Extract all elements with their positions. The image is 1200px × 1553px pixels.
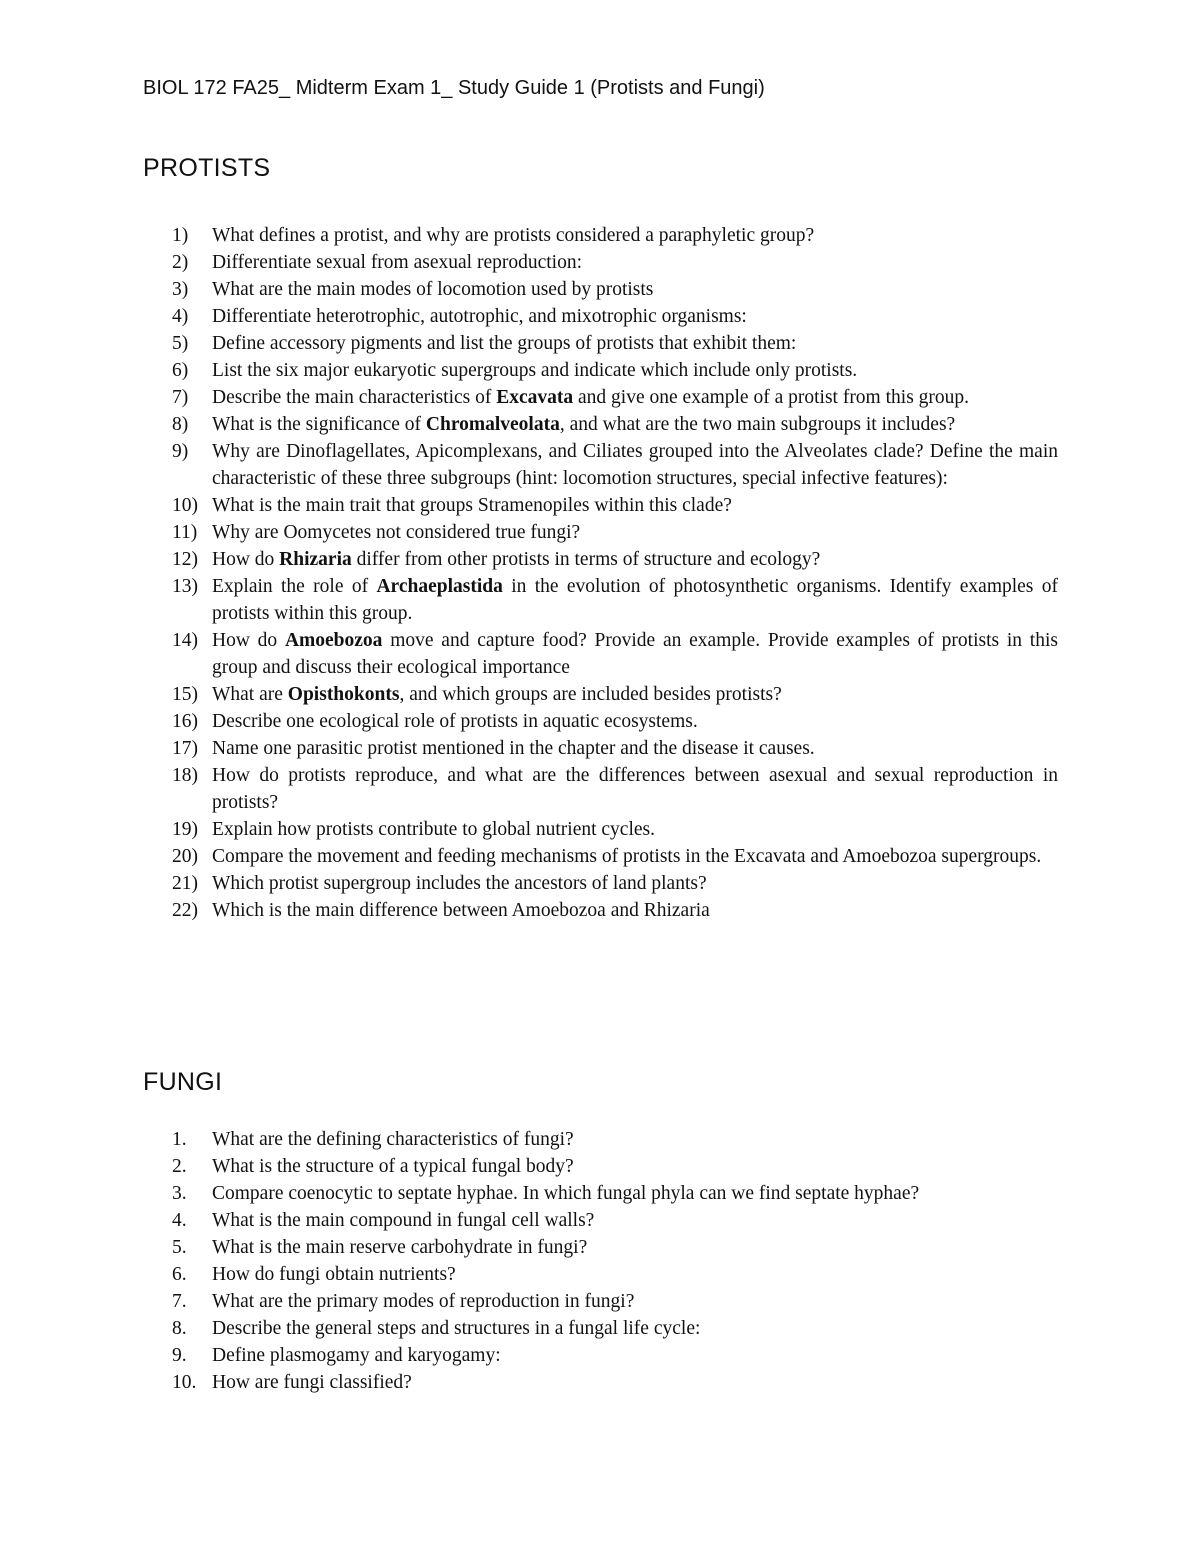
question-item — [0, 546, 1200, 573]
question-text — [212, 1234, 1058, 1261]
question-text — [212, 870, 1058, 897]
question-item — [0, 411, 1200, 438]
question-number: 5. — [172, 1237, 187, 1258]
question-number: 16) — [172, 711, 198, 732]
question-text-segment: and give one example of a protist from this group. — [573, 387, 970, 408]
question-item — [0, 735, 1200, 762]
question-number: 4. — [172, 1210, 187, 1231]
question-text-segment: Describe the main characteristics of — [212, 387, 497, 408]
question-number: 22) — [172, 900, 198, 921]
question-text-segment: Compare coenocytic to septate hyphae. In which fungal phyla can we find septate hyphae? — [212, 1183, 920, 1204]
question-text-segment: How are fungi classified? — [212, 1372, 412, 1393]
question-item — [0, 303, 1200, 330]
question-item — [0, 681, 1200, 708]
question-item — [0, 1369, 1200, 1396]
question-number: 4) — [172, 306, 189, 327]
question-text — [212, 1126, 1058, 1153]
question-text-segment: What are — [212, 684, 288, 705]
question-item — [0, 492, 1200, 519]
question-number: 20) — [172, 846, 198, 867]
question-item — [0, 384, 1200, 411]
question-item — [0, 438, 1200, 492]
question-item — [0, 1315, 1200, 1342]
question-item — [0, 627, 1200, 681]
question-text-segment: Describe the general steps and structures in a fungal life cycle: — [212, 1318, 701, 1339]
question-text — [212, 303, 1058, 330]
question-number: 7. — [172, 1291, 187, 1312]
question-text-segment: Which protist supergroup includes the ancestors of land plants? — [212, 873, 707, 894]
question-number: 3) — [172, 279, 189, 300]
question-item — [0, 1153, 1200, 1180]
question-text — [212, 1153, 1058, 1180]
question-item — [0, 816, 1200, 843]
question-text — [212, 222, 1058, 249]
question-text-segment: List the six major eukaryotic supergroups and indicate which include only protists. — [212, 360, 858, 381]
protist-question-list — [0, 222, 1200, 924]
question-text — [212, 276, 1058, 303]
question-text — [212, 411, 1058, 438]
question-text-segment: Differentiate sexual from asexual reproduction: — [212, 252, 582, 273]
question-text-segment: What is the main compound in fungal cell walls? — [212, 1210, 595, 1231]
question-text-segment: Differentiate heterotrophic, autotrophic, and mixotrophic organisms: — [212, 306, 747, 327]
question-text-segment: move and capture food? Provide an example. Provide examples of protists in this group and discuss their ecological importance — [212, 630, 1058, 678]
question-text — [212, 357, 1058, 384]
question-text — [212, 519, 1058, 546]
question-number: 13) — [172, 576, 198, 597]
question-number: 18) — [172, 765, 198, 786]
question-text — [212, 897, 1058, 924]
question-item — [0, 897, 1200, 924]
question-number: 9) — [172, 441, 189, 462]
question-item — [0, 1234, 1200, 1261]
question-text-segment: What is the main trait that groups Stramenopiles within this clade? — [212, 495, 732, 516]
question-item — [0, 519, 1200, 546]
question-text-segment: How do fungi obtain nutrients? — [212, 1264, 456, 1285]
question-item — [0, 249, 1200, 276]
question-item — [0, 762, 1200, 816]
question-number: 8) — [172, 414, 189, 435]
question-term-bold: Archaeplastida — [376, 576, 503, 597]
question-text-segment: , and which groups are included besides protists? — [399, 684, 782, 705]
question-text-segment: What is the structure of a typical fungal body? — [212, 1156, 574, 1177]
question-text — [212, 843, 1058, 870]
question-text — [212, 1342, 1058, 1369]
question-item — [0, 1180, 1200, 1207]
question-item — [0, 1288, 1200, 1315]
question-number: 9. — [172, 1345, 187, 1366]
question-number: 2) — [172, 252, 189, 273]
question-text — [212, 681, 1058, 708]
question-number: 21) — [172, 873, 198, 894]
question-text — [212, 735, 1058, 762]
question-item — [0, 573, 1200, 627]
question-term-bold: Opisthokonts — [287, 684, 400, 705]
question-text-segment: in the evolution of photosynthetic organisms. Identify examples of protists within this group. — [212, 576, 1058, 624]
question-text — [212, 492, 1058, 519]
question-text-segment: Which is the main difference between Amoebozoa and Rhizaria — [212, 900, 710, 921]
question-text-segment: differ from other protists in terms of structure and ecology? — [351, 549, 821, 570]
question-number: 19) — [172, 819, 198, 840]
document-title: BIOL 172 FA25_ Midterm Exam 1_ Study Guide 1 (Protists and Fungi) — [143, 77, 765, 99]
question-text — [212, 249, 1058, 276]
question-text — [212, 1261, 1058, 1288]
question-item — [0, 708, 1200, 735]
question-text-segment: What are the primary modes of reproduction in fungi? — [212, 1291, 635, 1312]
question-text — [212, 627, 1058, 681]
question-text — [212, 816, 1058, 843]
question-term-bold: Chromalveolata — [425, 414, 560, 435]
question-text-segment: How do — [212, 549, 280, 570]
question-text-segment: Explain the role of — [212, 576, 377, 597]
question-text — [212, 573, 1058, 627]
question-text-segment: What are the defining characteristics of fungi? — [212, 1129, 574, 1150]
question-text-segment: Why are Oomycetes not considered true fungi? — [212, 522, 581, 543]
question-item — [0, 1261, 1200, 1288]
fungi-question-list — [0, 1126, 1200, 1396]
question-text-segment: Compare the movement and feeding mechanisms of protists in the Excavata and Amoebozoa supergroups. — [212, 846, 1042, 867]
question-text — [212, 546, 1058, 573]
question-number: 8. — [172, 1318, 187, 1339]
question-text — [212, 1180, 1058, 1207]
question-number: 10. — [172, 1372, 197, 1393]
question-text-segment: Define accessory pigments and list the groups of protists that exhibit them: — [212, 333, 797, 354]
question-number: 1) — [172, 225, 189, 246]
question-text — [212, 438, 1058, 492]
question-number: 6. — [172, 1264, 187, 1285]
question-text-segment: Define plasmogamy and karyogamy: — [212, 1345, 501, 1366]
question-text — [212, 708, 1058, 735]
question-item — [0, 276, 1200, 303]
question-text-segment: Why are Dinoflagellates, Apicomplexans, and Ciliates grouped into the Alveolates clade? Define the main characteristic of these three subgroups (hint: locomotion structures, special infective features): — [212, 441, 1058, 489]
question-item — [0, 1342, 1200, 1369]
question-number: 14) — [172, 630, 198, 651]
question-number: 10) — [172, 495, 198, 516]
question-text — [212, 1288, 1058, 1315]
question-item — [0, 1126, 1200, 1153]
question-term-bold: Excavata — [496, 387, 574, 408]
question-text-segment: What is the main reserve carbohydrate in fungi? — [212, 1237, 588, 1258]
question-text-segment: , and what are the two main subgroups it includes? — [559, 414, 956, 435]
question-text-segment: Explain how protists contribute to global nutrient cycles. — [212, 819, 655, 840]
question-text-segment: What are the main modes of locomotion used by protists — [212, 279, 654, 300]
question-number: 3. — [172, 1183, 187, 1204]
question-item — [0, 222, 1200, 249]
question-text — [212, 330, 1058, 357]
question-item — [0, 1207, 1200, 1234]
question-number: 12) — [172, 549, 198, 570]
question-text-segment: What is the significance of — [212, 414, 426, 435]
question-text — [212, 1207, 1058, 1234]
question-text — [212, 384, 1058, 411]
question-item — [0, 330, 1200, 357]
question-item — [0, 357, 1200, 384]
section-heading-protists: PROTISTS — [143, 154, 271, 182]
question-number: 17) — [172, 738, 198, 759]
question-number: 5) — [172, 333, 189, 354]
question-text-segment: How do — [212, 630, 285, 651]
question-number: 7) — [172, 387, 189, 408]
question-term-bold: Amoebozoa — [284, 630, 383, 651]
question-term-bold: Rhizaria — [279, 549, 352, 570]
question-text — [212, 762, 1058, 816]
question-text-segment: Describe one ecological role of protists in aquatic ecosystems. — [212, 711, 698, 732]
question-text — [212, 1315, 1058, 1342]
question-text-segment: What defines a protist, and why are protists considered a paraphyletic group? — [212, 225, 815, 246]
question-number: 11) — [172, 522, 198, 543]
question-text-segment: How do protists reproduce, and what are the differences between asexual and sexual reproduction in protists? — [212, 765, 1058, 813]
question-text — [212, 1369, 1058, 1396]
question-number: 15) — [172, 684, 198, 705]
question-item — [0, 870, 1200, 897]
section-heading-fungi: FUNGI — [143, 1068, 223, 1096]
question-number: 6) — [172, 360, 189, 381]
question-item — [0, 843, 1200, 870]
question-number: 2. — [172, 1156, 187, 1177]
question-number: 1. — [172, 1129, 187, 1150]
question-text-segment: Name one parasitic protist mentioned in the chapter and the disease it causes. — [212, 738, 815, 759]
